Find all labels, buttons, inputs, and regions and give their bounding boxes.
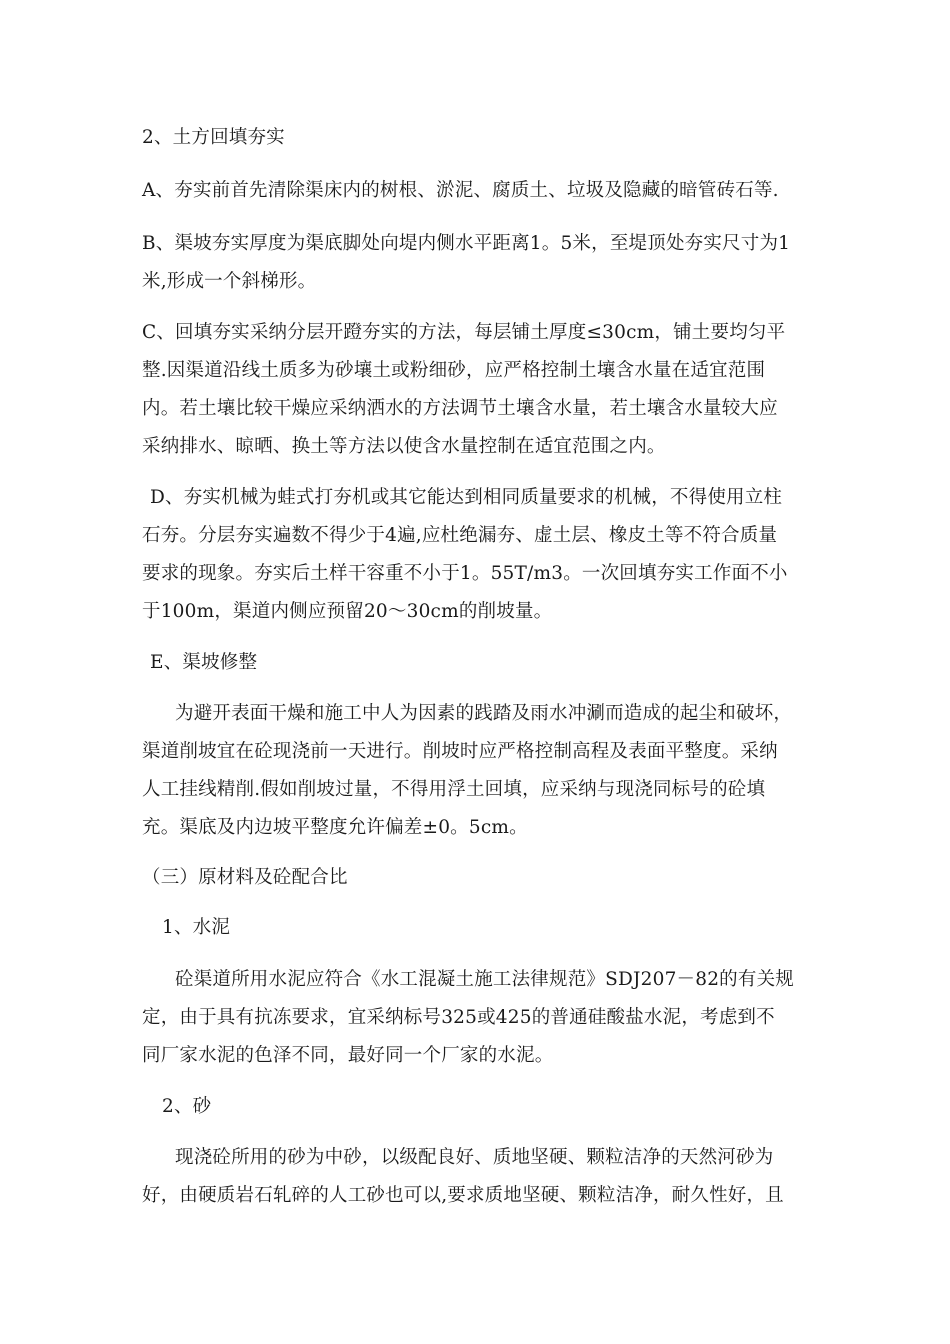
paragraph-c-line-3: 内。若土壤比较干燥应采纳洒水的方法调节土壤含水量，若土壤含水量较大应 (142, 398, 778, 419)
paragraph-e-line-3: 人工挂线精削.假如削坡过量，不得用浮土回填，应采纳与现浇同标号的砼填 (142, 779, 766, 800)
paragraph-c-line-4: 采纳排水、晾晒、换土等方法以使含水量控制在适宜范围之内。 (142, 436, 666, 457)
paragraph-cement-line-2: 定，由于具有抗冻要求，宜采纳标号325或425的普通硅酸盐水泥，考虑到不 (142, 1007, 775, 1028)
paragraph-b-line-2: 米,形成一个斜梯形。 (142, 271, 317, 292)
section-heading-materials: （三）原材料及砼配合比 (142, 867, 348, 888)
paragraph-d-line-3: 要求的现象。夯实后土样干容重不小于1。55T/m3。一次回填夯实工作面不小 (142, 563, 788, 584)
paragraph-cement-line-1: 砼渠道所用水泥应符合《水工混凝土施工法律规范》SDJ207－82的有关规 (175, 969, 794, 990)
paragraph-cement-line-3: 同厂家水泥的色泽不同，最好同一个厂家的水泥。 (142, 1045, 554, 1066)
section-heading-sand: 2、砂 (162, 1096, 212, 1117)
section-heading-cement: 1、水泥 (162, 917, 231, 938)
section-heading-backfill: 2、土方回填夯实 (142, 127, 285, 148)
paragraph-sand-line-1: 现浇砼所用的砂为中砂，以级配良好、质地坚硬、颗粒洁净的天然河砂为 (175, 1147, 774, 1168)
paragraph-e-line-1: 为避开表面干燥和施工中人为因素的践踏及雨水冲涮而造成的起尘和破坏， (175, 703, 793, 724)
paragraph-d-line-4: 于100m，渠道内侧应预留20～30cm的削坡量。 (142, 601, 553, 622)
paragraph-c-line-2: 整.因渠道沿线土质多为砂壤土或粉细砂，应严格控制土壤含水量在适宜范围 (142, 360, 766, 381)
paragraph-c-line-1: C、回填夯实采纳分层开蹬夯实的方法，每层铺土厚度≤30cm，铺土要均匀平 (142, 322, 786, 343)
paragraph-b-line-1: B、渠坡夯实厚度为渠底脚处向堤内侧水平距离1。5米，至堤顶处夯实尺寸为1 (142, 233, 791, 254)
paragraph-a-line-1: A、夯实前首先清除渠床内的树根、淤泥、腐质土、垃圾及隐藏的暗管砖石等. (142, 180, 779, 201)
paragraph-sand-line-2: 好，由硬质岩石轧碎的人工砂也可以,要求质地坚硬、颗粒洁净，耐久性好，且 (142, 1185, 784, 1206)
paragraph-e-line-2: 渠道削坡宜在砼现浇前一天进行。削坡时应严格控制高程及表面平整度。采纳 (142, 741, 778, 762)
paragraph-e-line-4: 充。渠底及内边坡平整度允许偏差±0。5cm。 (142, 817, 528, 838)
paragraph-d-line-2: 石夯。分层夯实遍数不得少于4遍,应杜绝漏夯、虚土层、橡皮土等不符合质量 (142, 525, 778, 546)
paragraph-d-line-1: D、夯实机械为蛙式打夯机或其它能达到相同质量要求的机械，不得使用立柱 (150, 487, 783, 508)
section-heading-slope-trimming: E、渠坡修整 (150, 652, 258, 673)
